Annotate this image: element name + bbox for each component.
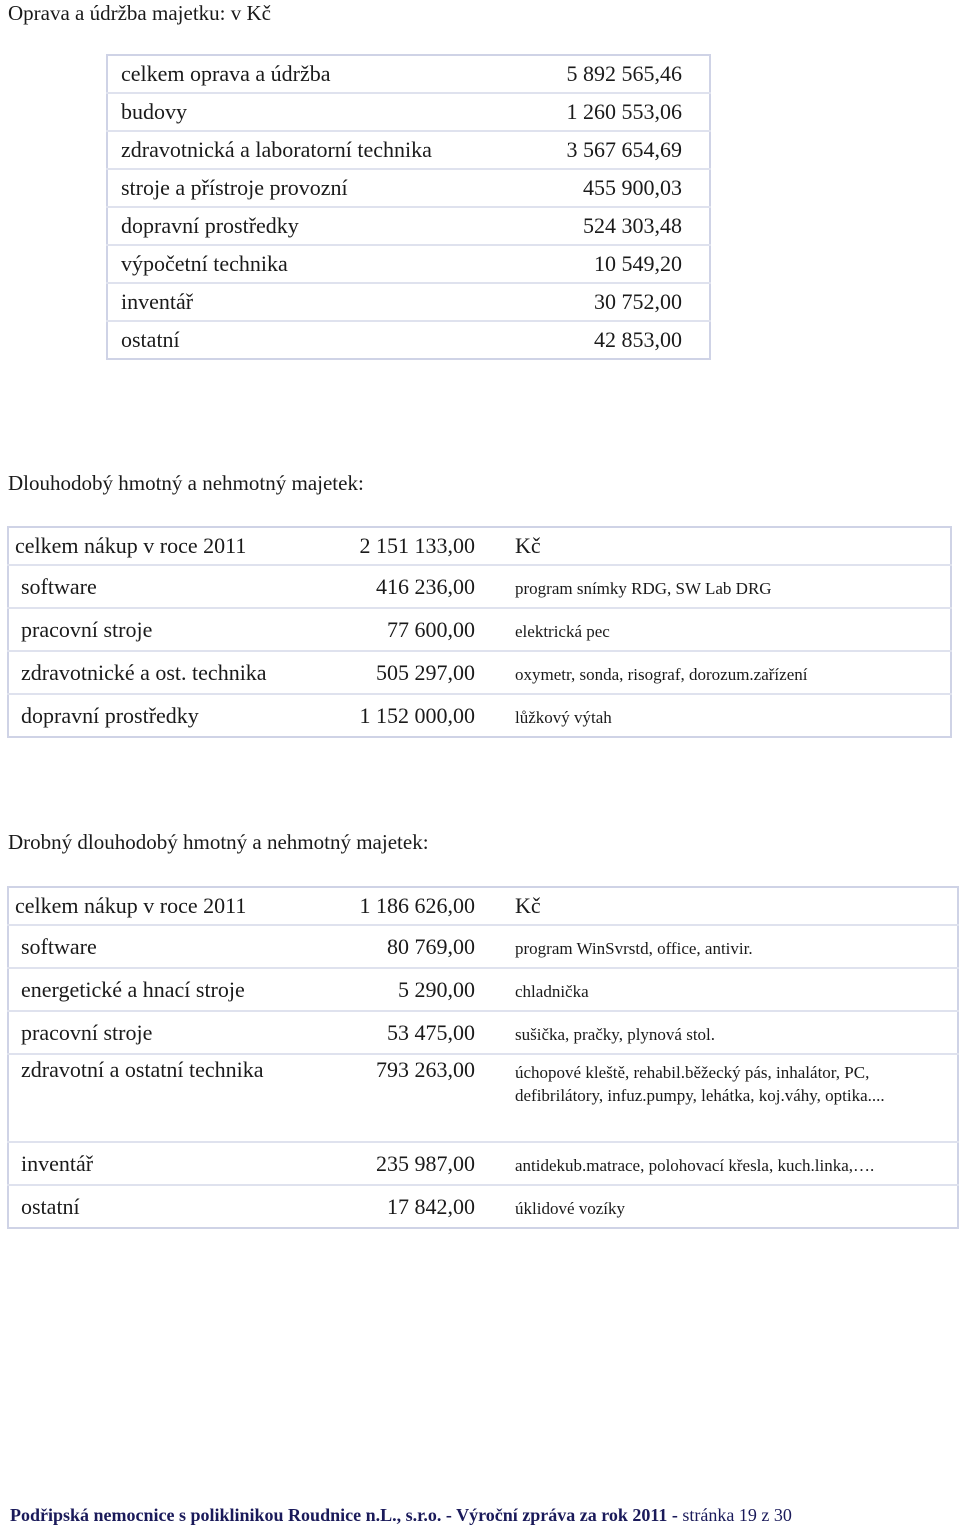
row-note: úchopové kleště, rehabil.běžecký pás, inhalátor, PC, defibrilátory, infuz.pumpy, lehátka, koj.váhy, optika....	[505, 1054, 958, 1142]
long-term-assets-table	[7, 526, 952, 738]
row-label: celkem nákup v roce 2011	[8, 887, 323, 925]
row-value: 416 236,00	[323, 565, 505, 608]
table-row	[8, 527, 951, 565]
row-note: lůžkový výtah	[515, 708, 612, 727]
row-value: 5 892 565,46	[527, 55, 710, 93]
row-label: celkem oprava a údržba	[107, 55, 527, 93]
footer-page-number: stránka 19 z 30	[682, 1505, 792, 1525]
row-value: 2 151 133,00	[323, 527, 505, 565]
row-value: 17 842,00	[387, 1193, 475, 1219]
row-value: 455 900,03	[527, 169, 710, 207]
row-label: celkem nákup v roce 2011	[8, 527, 323, 565]
row-label: výpočetní technika	[107, 245, 527, 283]
table-row	[107, 321, 710, 359]
page-title: Oprava a údržba majetku: v Kč	[8, 1, 271, 25]
row-note: chladnička	[505, 968, 958, 1011]
table-row	[107, 131, 710, 169]
table-row	[107, 283, 710, 321]
row-label: inventář	[107, 283, 527, 321]
table-row	[8, 1142, 958, 1185]
table-row	[8, 1054, 958, 1142]
row-label: software	[8, 925, 323, 968]
row-label: zdravotnická a laboratorní technika	[107, 131, 527, 169]
row-value: 5 290,00	[323, 968, 505, 1011]
row-note: úklidové vozíky	[515, 1199, 626, 1218]
row-note: sušička, pračky, plynová stol.	[505, 1011, 958, 1054]
row-label: zdravotní a ostatní technika	[8, 1054, 323, 1142]
row-note: program snímky RDG, SW Lab DRG	[505, 565, 951, 608]
row-label: pracovní stroje	[8, 1011, 323, 1054]
small-assets-heading: Drobný dlouhodobý hmotný a nehmotný majetek:	[8, 830, 429, 854]
row-value: 3 567 654,69	[527, 131, 710, 169]
row-label: inventář	[8, 1142, 323, 1185]
table-row	[8, 968, 958, 1011]
table-row	[8, 1011, 958, 1054]
row-value: 53 475,00	[323, 1011, 505, 1054]
table-row	[107, 93, 710, 131]
table-row	[8, 887, 958, 925]
footer-org: Podřipská nemocnice s poliklinikou Roudnice n.L., s.r.o. - Výroční zpráva za rok 2011 -	[10, 1505, 678, 1525]
table-row	[8, 1185, 958, 1228]
row-value: 30 752,00	[527, 283, 710, 321]
row-label: dopravní prostředky	[107, 207, 527, 245]
table-row	[107, 55, 710, 93]
row-value: 80 769,00	[323, 925, 505, 968]
row-label: software	[8, 565, 323, 608]
table-row	[107, 245, 710, 283]
repairs-table	[106, 54, 711, 360]
table-row	[107, 169, 710, 207]
long-term-heading: Dlouhodobý hmotný a nehmotný majetek:	[8, 471, 364, 495]
row-note: program WinSvrstd, office, antivir.	[505, 925, 958, 968]
row-label: zdravotnické a ost. technika	[8, 651, 323, 694]
row-label: budovy	[107, 93, 527, 131]
small-assets-table	[7, 886, 959, 1229]
row-note: Kč	[505, 887, 958, 925]
row-label: ostatní	[121, 327, 180, 352]
row-value: 1 152 000,00	[359, 702, 475, 728]
row-note: elektrická pec	[505, 608, 951, 651]
table-row	[8, 565, 951, 608]
table-row	[8, 694, 951, 737]
table-row	[8, 608, 951, 651]
table-row	[107, 207, 710, 245]
row-value: 77 600,00	[323, 608, 505, 651]
row-note: antidekub.matrace, polohovací křesla, kuch.linka,….	[505, 1142, 958, 1185]
row-label: ostatní	[21, 1193, 80, 1219]
row-label: stroje a přístroje provozní	[107, 169, 527, 207]
row-label: dopravní prostředky	[21, 702, 199, 728]
row-label: energetické a hnací stroje	[8, 968, 323, 1011]
row-label: pracovní stroje	[8, 608, 323, 651]
table-row	[8, 925, 958, 968]
row-value: 505 297,00	[323, 651, 505, 694]
row-value: 524 303,48	[527, 207, 710, 245]
row-value: 1 186 626,00	[323, 887, 505, 925]
row-value: 1 260 553,06	[527, 93, 710, 131]
row-value: 235 987,00	[323, 1142, 505, 1185]
row-value: 42 853,00	[594, 327, 682, 352]
row-value: 10 549,20	[527, 245, 710, 283]
row-value: 793 263,00	[323, 1054, 505, 1142]
table-row	[8, 651, 951, 694]
row-note: oxymetr, sonda, risograf, dorozum.zařízení	[505, 651, 951, 694]
row-note: Kč	[505, 527, 951, 565]
page-footer	[10, 1505, 792, 1526]
